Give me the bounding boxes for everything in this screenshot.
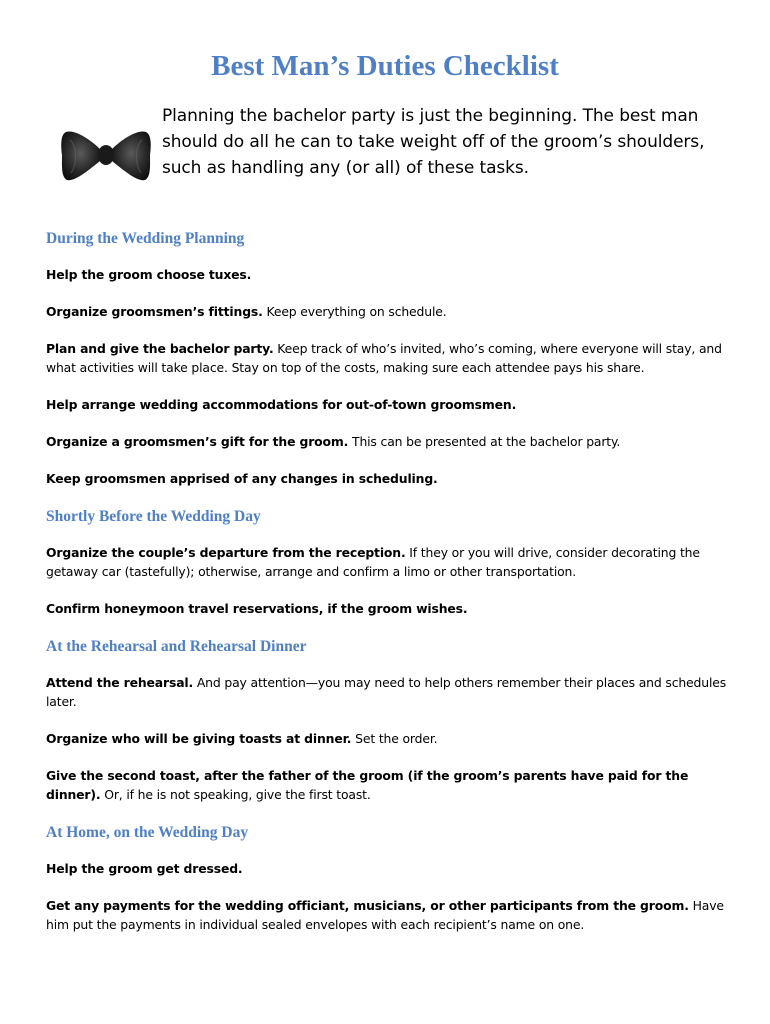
checklist-item: [46, 896, 731, 934]
checklist-item-title: Help the groom get dressed.: [46, 861, 243, 876]
checklist-item-description: Keep track of who’s invited, who’s coming, where everyone will stay, and what activities will take place. Stay on top of the costs, making sure each attendee pays his share.: [46, 341, 722, 375]
checklist-section: [46, 636, 731, 804]
section-heading: Shortly Before the Wedding Day: [46, 508, 261, 525]
checklist-content: [46, 228, 731, 934]
checklist-item-description: Set the order.: [351, 731, 438, 746]
checklist-item-title: Keep groomsmen apprised of any changes in scheduling.: [46, 471, 438, 486]
checklist-item-description: Have him put the payments in individual sealed envelopes with each recipient’s name on one.: [46, 898, 724, 932]
checklist-item-description: Keep everything on schedule.: [262, 304, 447, 319]
section-heading: At the Rehearsal and Rehearsal Dinner: [46, 638, 307, 655]
checklist-item-title: Help the groom choose tuxes.: [46, 267, 252, 282]
checklist-item-title: Organize the couple’s departure from the reception.: [46, 545, 406, 560]
checklist-item: [46, 432, 731, 451]
checklist-item-title: Organize groomsmen’s fittings.: [46, 304, 263, 319]
checklist-item-title: Organize a groomsmen’s gift for the groom.: [46, 434, 349, 449]
checklist-section: [46, 228, 731, 488]
checklist-item-title: Help arrange wedding accommodations for out-of-town groomsmen.: [46, 397, 517, 412]
checklist-section: [46, 506, 731, 618]
section-heading: At Home, on the Wedding Day: [46, 824, 249, 841]
intro-paragraph: Planning the bachelor party is just the beginning. The best man should do all he can to take weight off of the groom’s shoulders, such as handling any (or all) of these tasks.: [162, 106, 705, 178]
checklist-item: [46, 729, 731, 748]
checklist-item-title: Attend the rehearsal.: [46, 675, 194, 690]
checklist-item: [46, 859, 731, 878]
checklist-section: [46, 822, 731, 934]
checklist-item: [46, 395, 731, 414]
checklist-item-title: Give the second toast, after the father of the groom (if the groom’s parents have paid for the dinner).: [46, 768, 689, 802]
checklist-item: [46, 469, 731, 488]
checklist-item: [46, 302, 731, 321]
checklist-item-description: Or, if he is not speaking, give the first toast.: [100, 787, 371, 802]
checklist-item-description: This can be presented at the bachelor party.: [348, 434, 621, 449]
checklist-item: [46, 673, 731, 711]
bowtie-icon: [60, 125, 152, 185]
checklist-item: [46, 766, 731, 804]
checklist-item-title: Confirm honeymoon travel reservations, if the groom wishes.: [46, 601, 468, 616]
checklist-item-description: And pay attention—you may need to help others remember their places and schedules later.: [46, 675, 727, 709]
document-title: Best Man’s Duties Checklist: [211, 50, 559, 82]
checklist-item: [46, 599, 731, 618]
checklist-item-title: Plan and give the bachelor party.: [46, 341, 274, 356]
checklist-item: [46, 265, 731, 284]
section-heading: During the Wedding Planning: [46, 230, 245, 247]
checklist-item-title: Organize who will be giving toasts at dinner.: [46, 731, 352, 746]
checklist-item-title: Get any payments for the wedding officiant, musicians, or other participants from the groom.: [46, 898, 689, 913]
checklist-item: [46, 339, 731, 377]
checklist-item: [46, 543, 731, 581]
checklist-item-description: If they or you will drive, consider decorating the getaway car (tastefully); otherwise, arrange and confirm a limo or other transportation.: [46, 545, 700, 579]
